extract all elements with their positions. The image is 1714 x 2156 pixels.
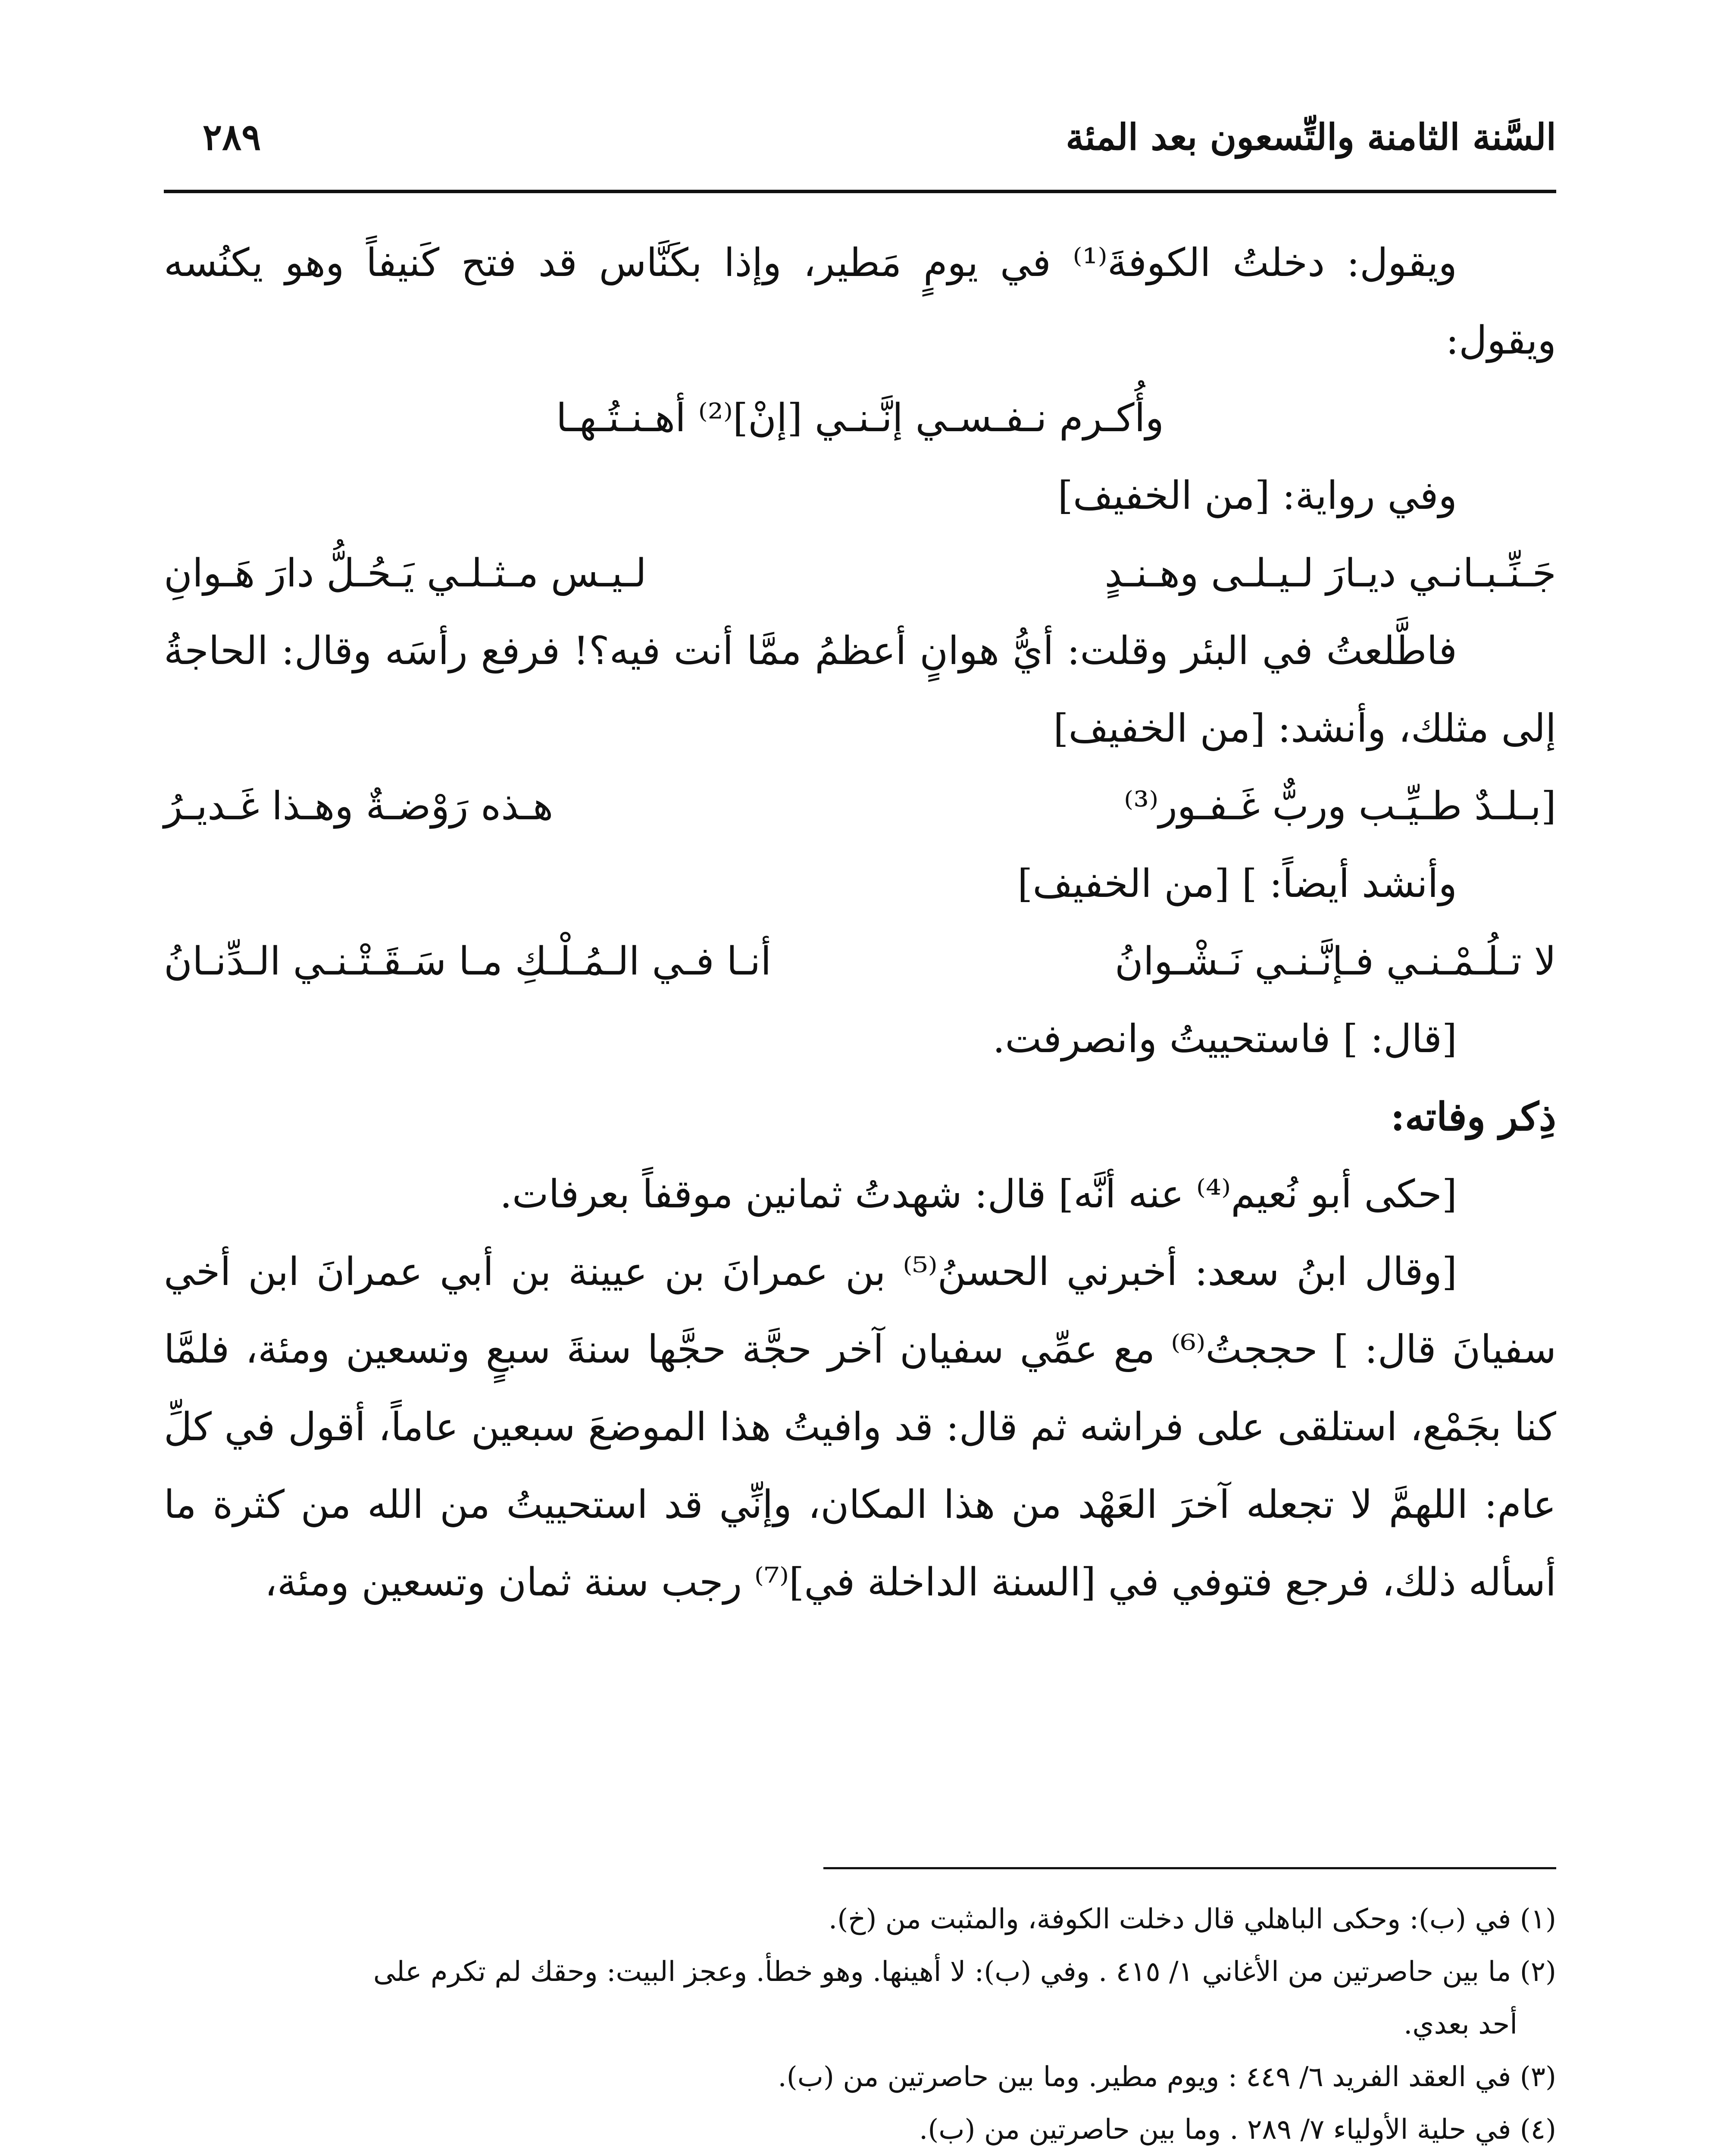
footnote: (٤) في حلية الأولياء ٧/ ٢٨٩ . وما بين حاصرتين من (ب). — [919, 2114, 1556, 2146]
book-page — [164, 0, 1556, 2156]
paragraph-3: فاطَّلعتُ في البئر وقلت: أيُّ هوانٍ أعظمُ ممَّا أنت فيه؟! فرفع رأسَه وقال: الحاجةُ إلى مثلك، وأنشد: [من الخفيف] — [164, 628, 1556, 751]
main-text — [164, 224, 1556, 1621]
section-heading: ذِكر وفاته: — [1390, 1094, 1556, 1140]
verse-4-second-hemistich: أنـا فـي الـمُـلْـكِ مـا سَـقَـتْـنـي الـدِّنـانُ — [164, 939, 772, 984]
paragraph-6: [حكى أبو نُعيم⁽⁴⁾ عنه أنَّه] قال: شهدتُ ثمانين موقفاً بعرفات. — [500, 1172, 1457, 1217]
verse-4-first-hemistich: لا تـلُـمْـنـي فـإنَّـنـي نَـشْـوانُ — [1114, 939, 1556, 984]
paragraph-5: [قال: ] فاستحييتُ وانصرفت. — [992, 1016, 1457, 1062]
footnote: (٢) ما بين حاصرتين من الأغاني ١/ ٤١٥ . وفي (ب): لا أهينها. وهو خطأ. وعجز البيت: وحقك لم تكرم على — [373, 1956, 1556, 1988]
paragraph-2: وفي رواية: [من الخفيف] — [1057, 473, 1457, 518]
footnotes — [164, 1893, 1556, 2156]
running-title: السَّنة الثامنة والتِّسعون بعد المئة — [1066, 116, 1556, 158]
verse-2-second-hemistich: لـيـس مـثـلـي يَـحُـلُّ دارَ هَـوانِ — [164, 551, 647, 596]
verse-4 — [164, 923, 1556, 1000]
verse-2-first-hemistich: جَـنِّـبـانـي ديـارَ لـيـلـى وهـنـدٍ — [1104, 551, 1556, 596]
verse-3-second-hemistich: هـذه رَوْضـةٌ وهـذا غَـديـرُ — [164, 783, 554, 829]
paragraph-4: وأنشد أيضاً: ] [من الخفيف] — [1017, 861, 1457, 906]
footnote: (١) في (ب): وحكى الباهلي قال دخلت الكوفة، والمثبت من (خ). — [828, 1903, 1556, 1935]
footnote-rule — [823, 1867, 1556, 1869]
paragraph-1: ويقول: دخلتُ الكوفةَ⁽¹⁾ في يومٍ مَطير، وإذا بكَنَّاس قد فتح كَنيفاً وهو يكنُسه ويقول: — [164, 240, 1556, 363]
footnote: (٣) في العقد الفريد ٦/ ٤٤٩ : ويوم مطير. وما بين حاصرتين من (ب). — [778, 2061, 1556, 2093]
verse-3-first-hemistich: [بـلـدٌ طـيِّـب وربٌّ غَـفـور⁽³⁾ — [1124, 783, 1556, 829]
header-rule — [164, 190, 1556, 193]
verse-1: وأُكـرم نـفـسـي إنَّـنـي [إنْ]⁽²⁾ أهـنـتُـهـا — [556, 395, 1164, 441]
footnote-continuation — [164, 1998, 1556, 2051]
verse-2 — [164, 535, 1556, 612]
page-number: ٢٨٩ — [203, 116, 261, 158]
paragraph-7: [وقال ابنُ سعد: أخبرني الحسنُ⁽⁵⁾ بن عمرانَ بن عيينة بن أبي عمرانَ ابن أخي سفيانَ قال: ] حججتُ⁽⁶⁾ مع عمِّي سفيان آخر حجَّة حجَّها سنةَ سبعٍ وتسعين ومئة، فلمَّا كنا بجَمْع، استلقى على فراشه ثم قال: قد وافيتُ هذا الموضعَ سبعين عاماً، أقول في كلِّ عام: اللهمَّ لا تجعله آخرَ العَهْد من هذا المكان، وإنِّي قد استحييتُ من الله من كثرة ما أسأله ذلك، فرجع فتوفي في [السنة الداخلة في]⁽⁷⁾ رجب سنة ثمان وتسعين ومئة، — [164, 1249, 1556, 1605]
page-header — [164, 116, 1556, 172]
footnote-continuation-text: أحد بعدي. — [1404, 2009, 1517, 2040]
verse-3 — [164, 768, 1556, 845]
